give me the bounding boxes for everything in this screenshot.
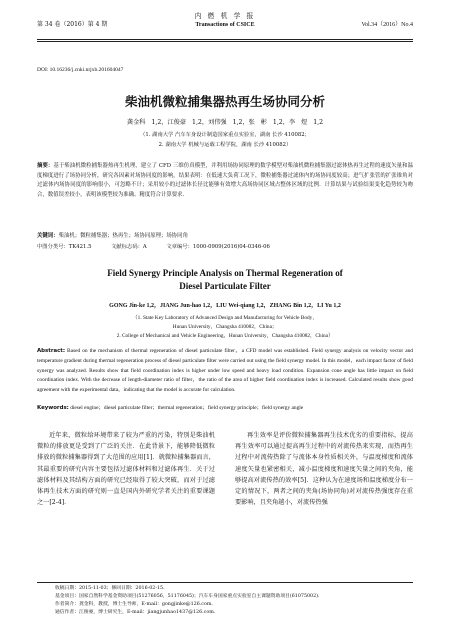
keywords-cn-label: 关键词：	[37, 233, 59, 239]
body-column-left: 近年来，微粒给环境带来了较为严重的污染，特别是柴油机微粒的排放更是受到了广泛的关注．在此背景下，能够降低微粒排放的微粒捕集器得到了大范围的应用[1]．就微粒捕集器而言，其最重要的研究内容主要包括过滤体材料和过滤体再生．关于过滤体材料及其结构方面的研究已经取得了较大突破，而对于过滤体再生技术方面的研究则一直是国内外研究学者关注的重要课题之一[2-4]．	[37, 432, 215, 507]
classification-row	[37, 242, 288, 250]
keywords-en	[37, 404, 413, 414]
journal-volume-left: 第 34 卷（2016）第 4 期	[37, 21, 108, 28]
header-rule-top	[37, 39, 413, 40]
footnote-funding: 基金项目：国家自然科学基金资助项目(51276056，51176045)；汽车车身国家重点实验室自主课题资助项目(61075002).	[55, 594, 320, 599]
affiliation-cn-2: 2. 湖南大学 机械与运载工程学院，湖南 长沙 410082）	[158, 142, 292, 148]
abstract-en	[37, 347, 413, 396]
title-en-line-2: Diesel Particulate Filter	[179, 281, 271, 291]
clc-number: 中图分类号：TK421.5	[37, 244, 92, 250]
title-en-line-1: Field Synergy Principle Analysis on Thermal Regeneration of	[107, 268, 343, 278]
authors-cn: 龚金科 1,2，江俊豪 1,2，刘伟强 1,2，张 彬 1,2，李 煜 1,2	[126, 119, 324, 126]
keywords-en-label: Keywords:	[37, 405, 69, 411]
page-header	[0, 0, 450, 40]
document-code: 文献标志码：A	[111, 244, 147, 250]
abstract-cn-text: 基于柴油机微粒捕集器热再生机理，建立了 CFD 三维仿真模型，并利用场协同原理的数学模型对柴油机微粒捕集器过滤体热再生过程的速度矢量和温度梯度进行了场协同分析，研究各因素对场协同度的影响。结果表明：在低速大负荷工况下，微粒捕集器过滤体内的场协同度较高；进气扩张管的扩张锥角对过滤体内场协同度的影响很小，可忽略不计；采用较小的过滤体长径比能够有效增大高场协同区域占整体区域的比例．计算结果与试验结果变化趋势较为吻合，数值误差较小，表明该模型较为准确、精度符合计算要求．	[37, 163, 413, 198]
keywords-cn-text: 柴油机；微粒捕集器；热再生；场协同原理；场协同角	[58, 233, 188, 239]
affiliation-en-2: Hunan University，Changsha 410082，China；	[172, 324, 278, 330]
body-column-right: 再生效率是评价微粒捕集器再生技术优劣的重要指标，提高再生效率可以通过提高再生过程中的对流传热来实现，而热再生过程中对流传热除了与流体本身性质相关外，与温度梯度和流体速度矢量也紧密相关，减小温度梯度和速度矢量之间的夹角，能够提高对流传热的效率[5]．这种认为在速度场和温度梯度分布一定的情况下，两者之间的夹角(场协同角)对对流传热强度存在重要影响，且夹角越小，对流传热强	[235, 432, 413, 507]
journal-name-en: Transactions of CSICE	[195, 22, 255, 28]
authors-en: GONG Jin-ke 1,2，JIANG Jun-hao 1,2，LIU Wei-qiang 1,2，ZHANG Bin 1,2，LI Yu 1,2	[109, 303, 341, 309]
footnote-corresponding: 通信作者：江俊豪，博士研究生，E-mail：jiangjunhao1437@126.com.	[55, 610, 216, 615]
affiliation-cn-1: （1. 湖南大学 汽车车身设计制造国家重点实验室，湖南 长沙 410082；	[140, 132, 310, 138]
footnote-author-bio: 作者简介：龚金科，教授，博士生导师，E-mail：gongjinke@126.com.	[55, 602, 213, 607]
journal-volume-right: Vol.34（2016）No.4	[361, 22, 413, 28]
abstract-en-label: Abstract:	[37, 348, 66, 354]
keywords-cn	[37, 232, 413, 242]
journal-name-cn: 内 燃 机 学 报	[194, 12, 256, 20]
abstract-en-text: Based on the mechanism of thermal regeneration of diesel particulate filter，a CFD model was established. Field synergy analysis on velocity vector and temperature gradient during thermal regeneration process of diesel particulate filter were carried out using the field synergy model. In this model，each impact factor of field synergy was analyzed. Results show that field coordination index is higher under low speed and heavy load condition. Expansion cone angle has little impact on field coordination index. With the decrease of length-diameter ratio of filter，the ratio of the area of higher field coordination index is increased. Calculated results show good agreement with the experimental data，indicating that the model is accurate for calculation.	[37, 348, 413, 394]
header-rule-bottom	[37, 41, 413, 42]
title-en	[0, 267, 450, 293]
abstract-cn	[37, 162, 413, 200]
affiliation-en-3: 2. College of Mechanical and Vehicle Engineering，Hunan University，Changsha 410082，China）	[116, 333, 334, 339]
article-number: 文章编号：1000-0909(2016)04-0346-06	[166, 244, 270, 250]
footnote-received: 收稿日期：2015-11-03；修回日期：2016-02-15.	[55, 586, 165, 591]
keywords-en-text: diesel engine；diesel particulate filter；thermal regeneration；field synergy principle；field synergy angle	[70, 405, 304, 411]
abstract-cn-label: 摘要：	[37, 163, 54, 169]
affiliation-en-1: （1. State Key Laboratory of Advanced Design and Manufacturing for Vehicle Body，	[132, 315, 318, 321]
title-cn: 柴油机微粒捕集器热再生场协同分析	[124, 94, 325, 109]
doi: DOI: 10.16236/j.cnki.nrjxb.201604047	[37, 67, 124, 73]
footnote-rule	[37, 582, 413, 583]
